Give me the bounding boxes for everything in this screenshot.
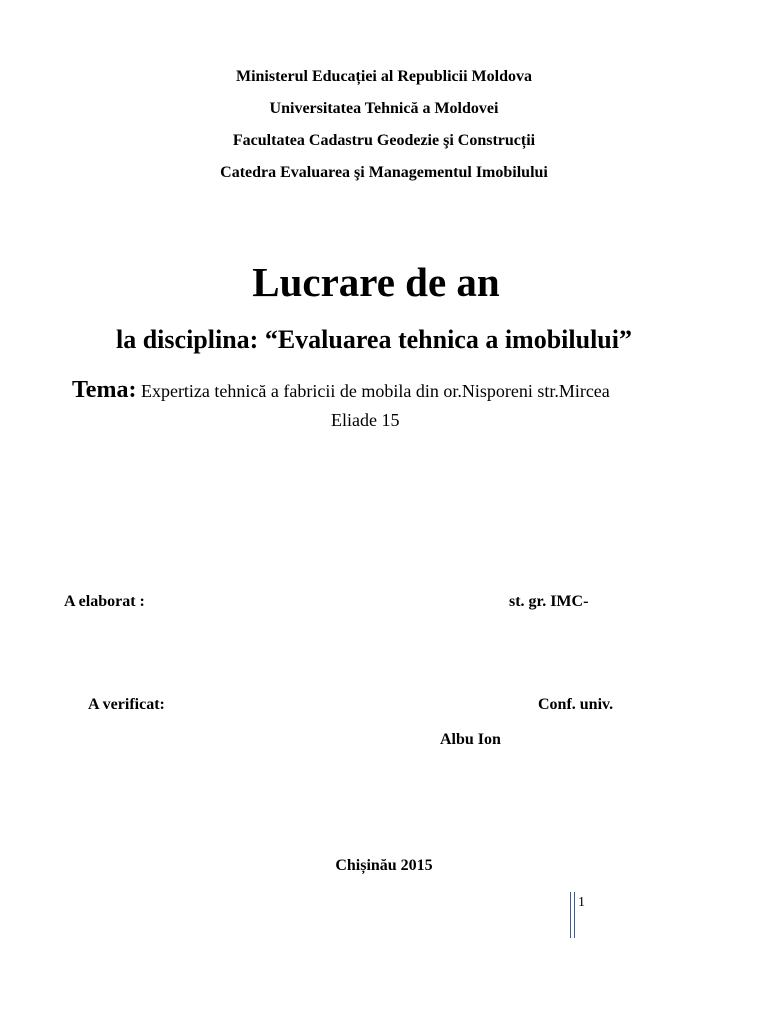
student-group-label: st. gr. IMC- [509, 593, 589, 610]
topic-text: Expertiza tehnică a fabricii de mobila din or.Nisporeni str.Mircea [136, 381, 610, 401]
verified-by-label: A verificat: [88, 696, 165, 713]
discipline-subtitle: la disciplina: “Evaluarea tehnica a imobilului” [116, 325, 632, 354]
topic-label: Tema: [72, 377, 137, 403]
ministry-heading: Ministerul Educației al Republicii Moldova [235, 68, 532, 85]
verifier-name: Albu Ion [440, 731, 501, 748]
verifier-title: Conf. univ. [538, 696, 614, 713]
university-heading: Universitatea Tehnică a Moldovei [269, 100, 499, 117]
place-and-date: Chișinău 2015 [335, 857, 433, 874]
topic-text-continuation: Eliade 15 [331, 410, 400, 430]
department-heading: Catedra Evaluarea şi Managementul Imobilului [220, 164, 548, 181]
page-number: 1 [578, 895, 585, 910]
elaborated-by-label: A elaborat : [64, 593, 145, 610]
topic-line [72, 377, 610, 404]
faculty-heading: Facultatea Cadastru Geodezie şi Construcții [232, 132, 536, 149]
page-number-marker [570, 892, 575, 938]
document-title: Lucrare de an [252, 259, 500, 305]
